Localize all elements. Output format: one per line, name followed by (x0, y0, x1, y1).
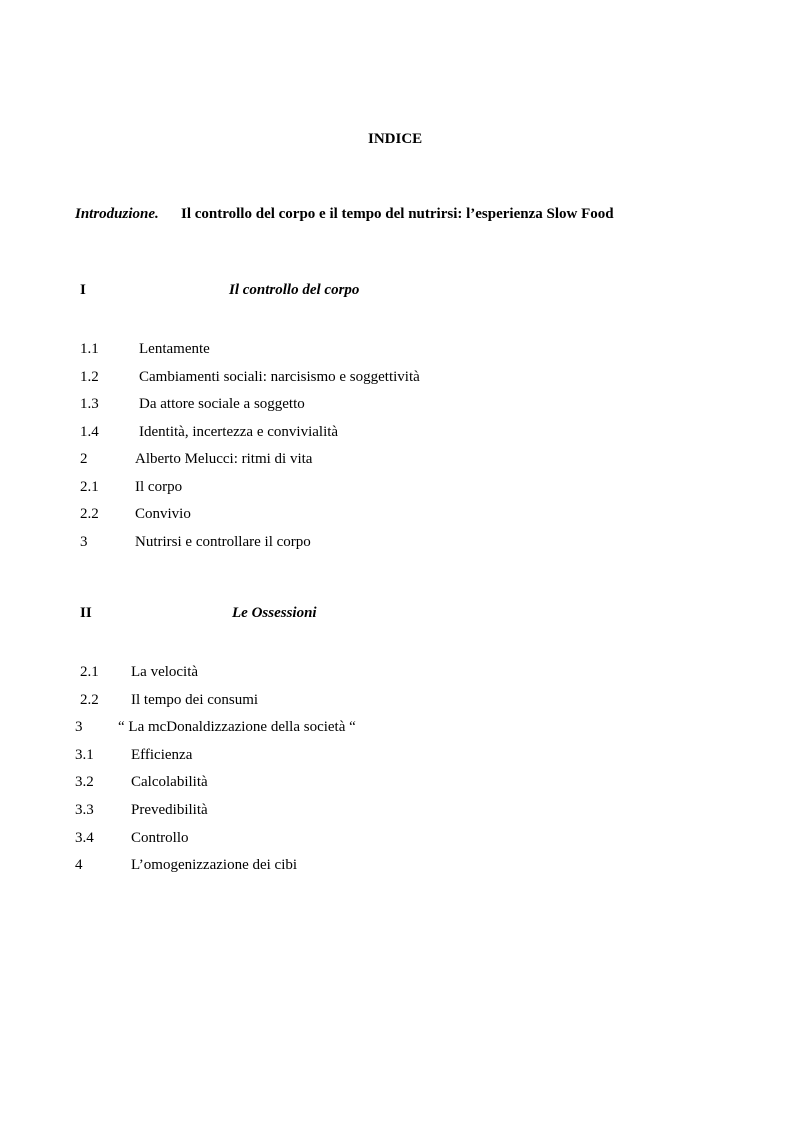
toc-entry-number: 2.1 (80, 479, 99, 495)
toc-entry-number: 4 (75, 857, 83, 873)
page-title: INDICE (368, 131, 423, 147)
toc-entry-title: Convivio (135, 506, 191, 522)
intro-label: Introduzione. (75, 206, 159, 222)
toc-entry-number: 1.3 (80, 396, 99, 412)
toc-entry-number: 2.2 (80, 506, 99, 522)
toc-entry-title: Alberto Melucci: ritmi di vita (135, 451, 313, 467)
toc-entry-number: 3 (80, 534, 88, 550)
toc-entry-title: Nutrirsi e controllare il corpo (135, 534, 311, 550)
toc-entry-title: L’omogenizzazione dei cibi (131, 857, 298, 873)
toc-entry-number: 1.2 (80, 369, 99, 385)
toc-entry-number: 1.1 (80, 341, 99, 357)
toc-entry-title: Prevedibilità (131, 802, 208, 818)
chapter-2-number: II (80, 605, 92, 621)
toc-entry-title: Lentamente (139, 341, 210, 357)
toc-entry-title: La velocità (131, 664, 199, 680)
toc-entry-title: Controllo (131, 830, 189, 846)
toc-entry-number: 1.4 (80, 424, 99, 440)
toc-entry-number: 3 (75, 719, 83, 735)
toc-entry-number: 3.1 (75, 747, 94, 763)
toc-entry-number: 3.2 (75, 774, 94, 790)
chapter-2-title: Le Ossessioni (232, 605, 317, 621)
toc-entry-title: “ La mcDonaldizzazione della società “ (118, 719, 356, 735)
toc-entry-number: 2.1 (80, 664, 99, 680)
toc-entry-title: Identità, incertezza e convivialità (139, 424, 339, 440)
toc-entry-title: Cambiamenti sociali: narcisismo e soggettività (139, 369, 420, 385)
toc-entry-title: Calcolabilità (131, 774, 208, 790)
toc-entry-title: Il tempo dei consumi (131, 692, 259, 708)
toc-entry-title: Il corpo (135, 479, 183, 495)
toc-entry-number: 2.2 (80, 692, 99, 708)
toc-entry-number: 3.3 (75, 802, 94, 818)
toc-entry-number: 2 (80, 451, 88, 467)
chapter-1-title: Il controllo del corpo (229, 282, 360, 298)
toc-entry-title: Da attore sociale a soggetto (139, 396, 305, 412)
intro-text: Il controllo del corpo e il tempo del nutrirsi: l’esperienza Slow Food (181, 206, 614, 222)
chapter-1-number: I (80, 282, 86, 298)
toc-entry-number: 3.4 (75, 830, 94, 846)
toc-entry-title: Efficienza (131, 747, 193, 763)
